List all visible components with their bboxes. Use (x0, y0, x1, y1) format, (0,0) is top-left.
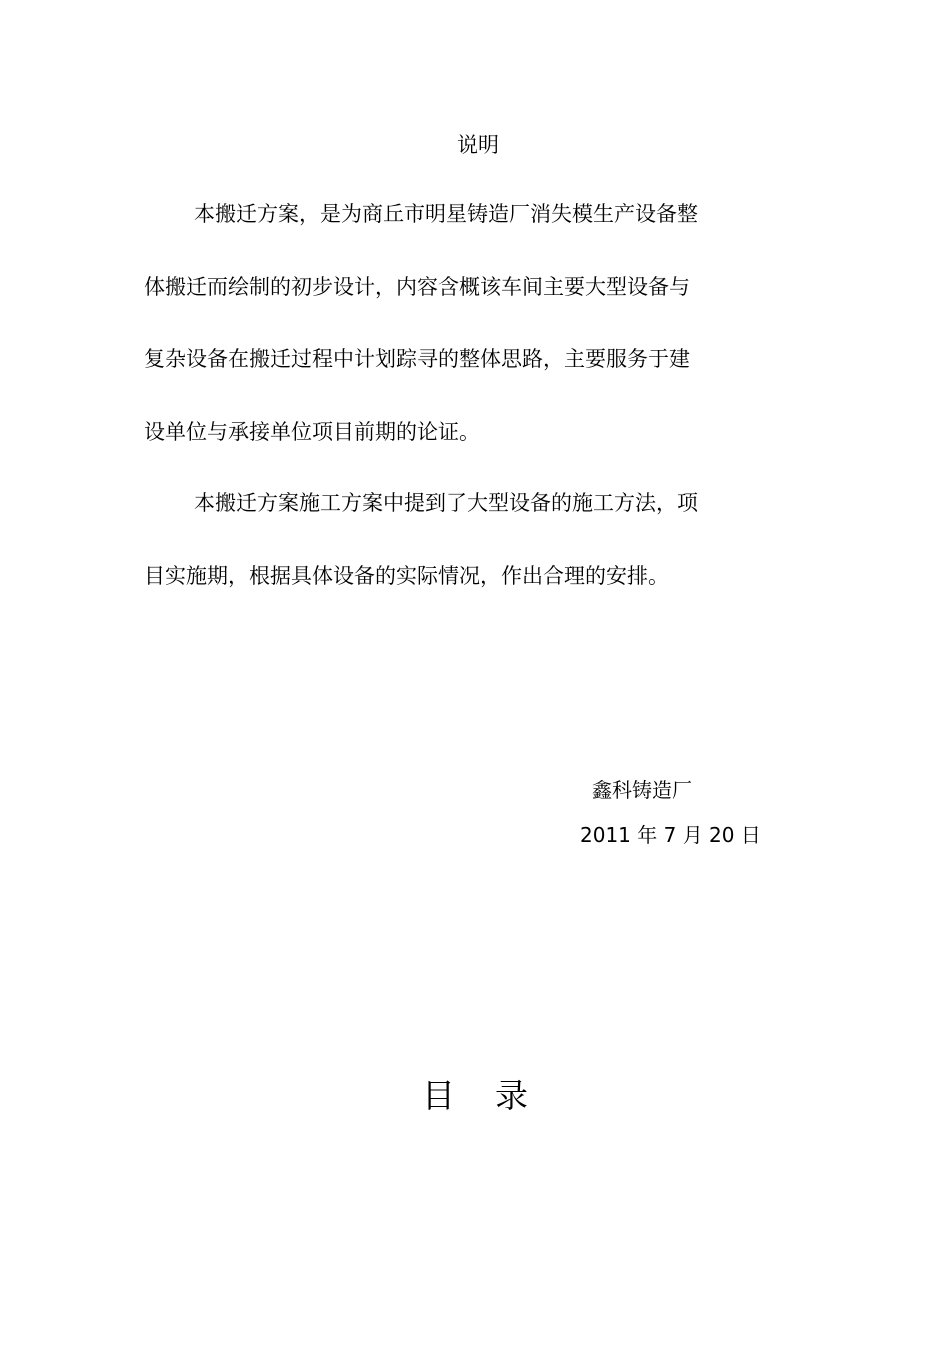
paragraph-2-line-1: 本搬迁方案施工方案中提到了大型设备的施工方法，项 (194, 491, 698, 515)
paragraph-1-line-3: 复杂设备在搬迁过程中计划踪寻的整体思路，主要服务于建 (144, 347, 690, 371)
paragraph-1-line-1: 本搬迁方案，是为商丘市明星铸造厂消失模生产设备整 (194, 202, 698, 226)
paragraph-1-line-4: 设单位与承接单位项目前期的论证。 (144, 420, 480, 444)
paragraph-2-line-2: 目实施期，根据具体设备的实际情况，作出合理的安排。 (144, 564, 669, 588)
signature-date: 2011 年 7 月 20 日 (580, 823, 761, 847)
table-of-contents-title (0, 1074, 950, 1118)
toc-title-char-2: 录 (495, 1076, 528, 1115)
paragraph-1-line-2: 体搬迁而绘制的初步设计，内容含概该车间主要大型设备与 (144, 275, 690, 299)
toc-title-char-1: 目 (422, 1076, 455, 1115)
signature-organization: 鑫科铸造厂 (592, 778, 692, 802)
page-title: 说明 (457, 133, 499, 157)
